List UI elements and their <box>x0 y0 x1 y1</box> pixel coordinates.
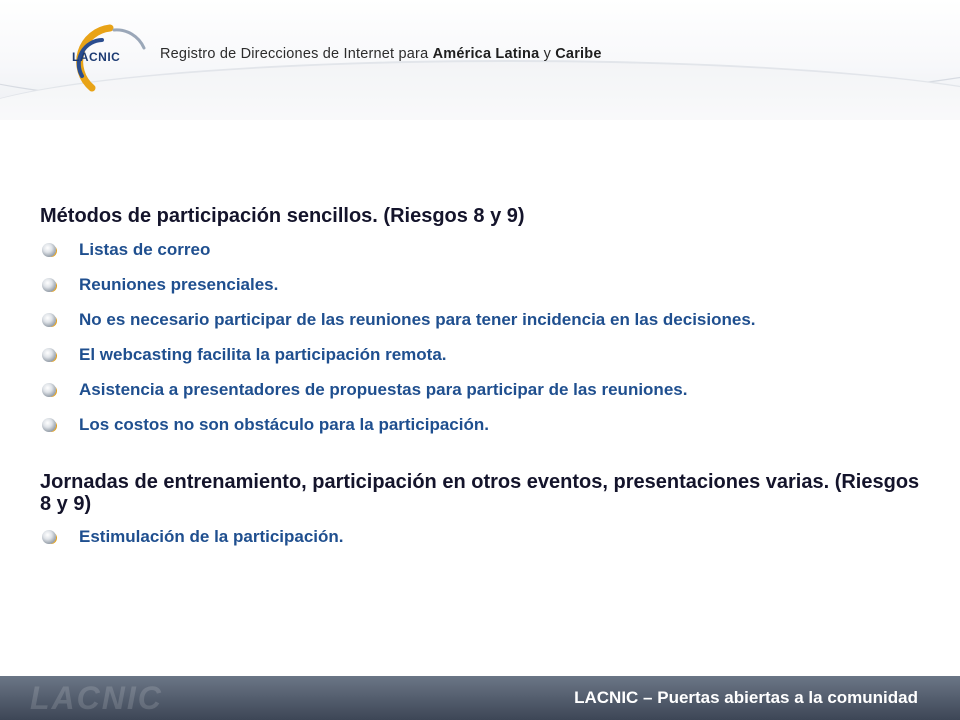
list-item <box>12 345 930 365</box>
header-tagline <box>160 46 602 62</box>
list-item <box>12 310 930 330</box>
bullet-icon <box>42 313 56 327</box>
footer-watermark-logo: LACNIC <box>30 680 163 716</box>
list-item <box>12 275 930 295</box>
bullet-list-2 <box>40 527 930 547</box>
list-item-text: Los costos no son obstáculo para la participación. <box>79 415 489 434</box>
tagline-region-2: Caribe <box>555 46 602 62</box>
section-2 <box>40 471 930 547</box>
footer-slogan: LACNIC – Puertas abiertas a la comunidad <box>574 688 918 707</box>
slide-footer <box>0 676 960 720</box>
list-item <box>12 415 930 435</box>
list-item-text: Listas de correo <box>79 240 211 259</box>
logo-wordmark: LACNIC <box>72 50 121 64</box>
slide-header <box>0 0 960 120</box>
list-item <box>12 380 930 400</box>
section-heading-1: Métodos de participación sencillos. (Riesgos 8 y 9) <box>40 205 525 227</box>
list-item <box>12 527 930 547</box>
list-item-text: No es necesario participar de las reuniones para tener incidencia en las decisiones. <box>79 310 756 329</box>
bullet-list-1 <box>40 240 930 435</box>
tagline-region: América Latina <box>432 46 540 62</box>
list-item-text: Reuniones presenciales. <box>79 275 279 294</box>
tagline-conjunction: y <box>539 46 556 62</box>
bullet-icon <box>42 383 56 397</box>
tagline-prefix: Registro de Direcciones de Internet para <box>160 46 433 62</box>
bullet-icon <box>42 418 56 432</box>
list-item <box>12 240 930 260</box>
list-item-text: Asistencia a presentadores de propuestas para participar de las reuniones. <box>79 380 688 399</box>
bullet-icon <box>42 243 56 257</box>
section-heading-2: Jornadas de entrenamiento, participación en otros eventos, presentaciones varias. (Riesgos 8 y 9) <box>40 471 920 515</box>
bullet-icon <box>42 530 56 544</box>
slide-content <box>40 204 930 562</box>
list-item-text: El webcasting facilita la participación remota. <box>79 345 447 364</box>
list-item-text: Estimulación de la participación. <box>79 527 344 546</box>
bullet-icon <box>42 348 56 362</box>
bullet-icon <box>42 278 56 292</box>
